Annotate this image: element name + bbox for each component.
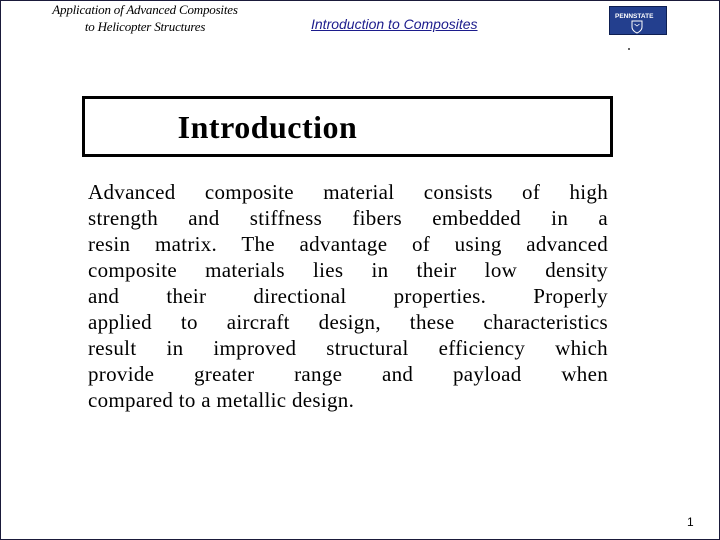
page-number: 1: [687, 515, 694, 529]
heading-box: [82, 96, 613, 157]
paragraph-line: result in improved structural efficiency which: [88, 336, 608, 360]
penn-state-logo: [609, 6, 667, 35]
course-title: [15, 1, 275, 35]
paragraph-line: applied to aircraft design, these characteristics: [88, 310, 608, 334]
divider-dot: [628, 48, 630, 50]
course-title-line-2: to Helicopter Structures: [84, 19, 206, 34]
paragraph-line: resin matrix. The advantage of using advanced: [88, 232, 608, 256]
body-paragraph: [88, 179, 608, 413]
paragraph-line: composite materials lies in their low density: [88, 258, 608, 282]
section-title-link[interactable]: Introduction to Composites: [311, 16, 478, 32]
paragraph-line: and their directional properties. Properly: [88, 284, 608, 308]
logo-graphic: [610, 7, 668, 36]
paragraph-line: compared to a metallic design.: [88, 388, 355, 412]
page-title: Introduction: [177, 109, 358, 145]
paragraph-line: provide greater range and payload when: [88, 362, 608, 386]
course-title-line-1: Application of Advanced Composites: [52, 2, 238, 17]
logo-text: PENNSTATE: [615, 13, 654, 20]
paragraph-line: Advanced composite material consists of high: [88, 180, 608, 204]
shield-emblem-icon: [635, 24, 640, 26]
paragraph-line: strength and stiffness fibers embedded in a: [88, 206, 608, 230]
shield-icon: [632, 21, 642, 33]
